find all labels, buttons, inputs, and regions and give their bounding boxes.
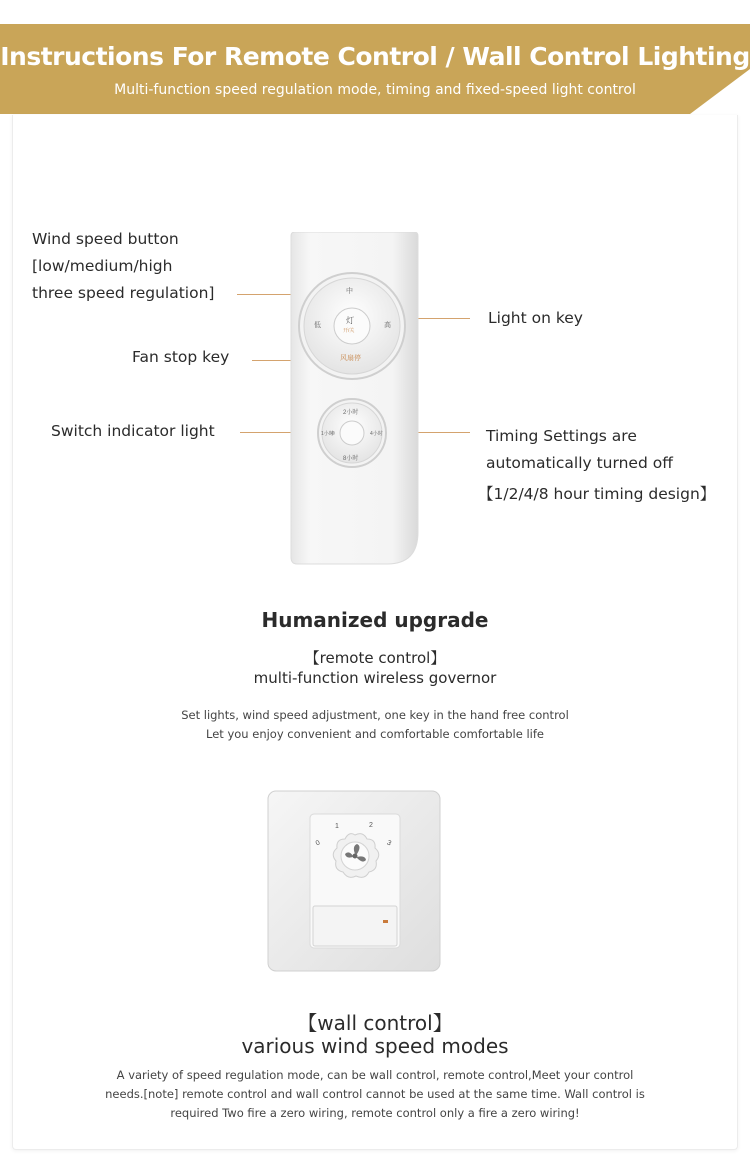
remote-description [0,706,750,744]
remote-heading: Humanized upgrade [261,608,489,632]
wall-dial-mark-3: 3 [385,839,393,848]
callout-wind-speed [32,226,214,307]
remote-key-timer-1h: 1小时 [321,431,334,437]
callout-wind-speed-line2: [low/medium/high [32,257,173,275]
header-banner [0,24,750,114]
callout-timing-line1: Timing Settings are [486,427,637,445]
remote-subheading-1: 【remote control】 [304,649,446,667]
callout-wind-speed-line3: three speed regulation] [32,284,215,302]
remote-subheading-2: multi-function wireless governor [253,669,497,687]
remote-key-light: 灯 [346,316,354,325]
remote-key-light-sub: 开/关 [343,328,355,334]
remote-description-line1: Set lights, wind speed adjustment, one key in the hand free control [181,708,569,722]
remote-description-line2: Let you enjoy convenient and comfortable comfortable life [206,727,544,741]
wall-description-line3: required Two fire a zero wiring, remote control only a fire a zero wiring! [170,1106,580,1120]
remote-key-timer-2h: 2小时 [343,410,359,416]
remote-key-fan-stop: 风扇停 [340,355,361,362]
remote-key-timer-4h: 4小时 [370,431,383,437]
wall-dial-mark-0: 0 [314,839,322,848]
wall-heading-1: 【wall control】 [297,1011,453,1035]
wall-description-line1: A variety of speed regulation mode, can be wall control, remote control,Meet your control [116,1068,634,1082]
remote-key-low: 低 [314,322,321,329]
callout-switch-light: Switch indicator light [51,422,215,440]
page-subtitle: Multi-function speed regulation mode, timing and fixed-speed light control [114,82,636,98]
remote-key-high: 高 [384,322,391,329]
callout-timing-line2: automatically turned off [486,454,673,472]
callout-timing-line3: 【1/2/4/8 hour timing design】 [478,485,716,503]
remote-control-image [287,232,422,572]
wall-description [0,1066,750,1123]
wall-description-line2: needs.[note] remote control and wall control cannot be used at the same time. Wall control is [105,1087,645,1101]
callout-wind-speed-line1: Wind speed button [32,230,179,248]
callout-timing [478,423,716,508]
wall-dial-mark-1: 1 [335,823,339,830]
wall-heading-2: various wind speed modes [241,1034,509,1058]
wall-dial-mark-2: 2 [369,822,373,829]
wall-control-image [267,790,442,978]
page-title: Instructions For Remote Control / Wall Control Lighting [0,42,750,71]
callout-light-on: Light on key [488,309,583,327]
callout-fan-stop: Fan stop key [132,348,230,366]
remote-key-medium: 中 [346,288,353,295]
remote-key-timer-8h: 8小时 [343,456,359,462]
